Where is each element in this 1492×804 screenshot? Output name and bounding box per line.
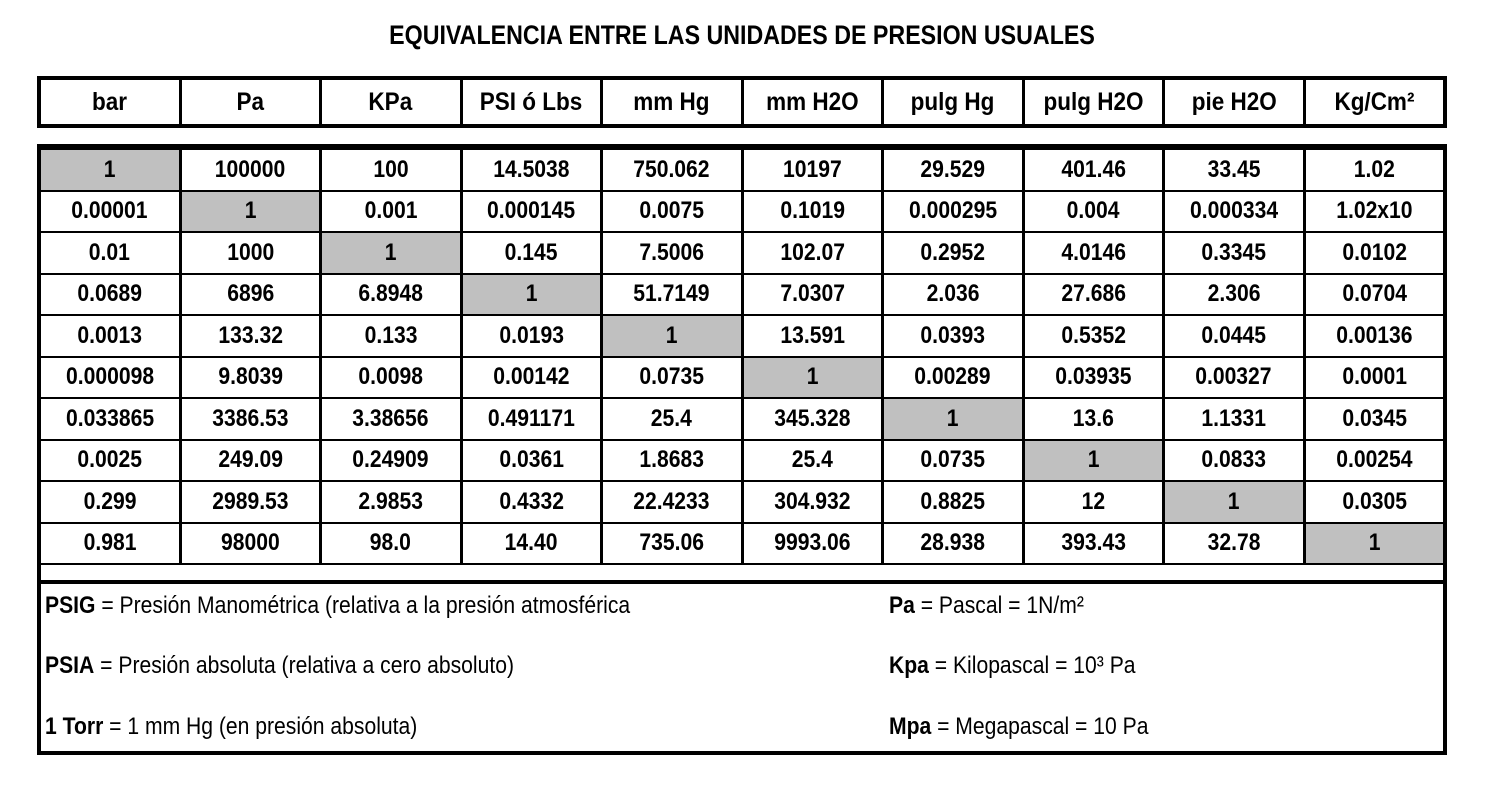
note-torr: 1 Torr = 1 mm Hg (en presión absoluta) [45,713,418,740]
header-bar: bar [92,87,128,116]
table-cell: 6.8948 [319,275,460,315]
note-pa: Pa = Pascal = 1N/m² [889,592,1084,619]
table-cell: 735.06 [600,524,741,564]
table-cell: 0.000334 [1162,192,1303,232]
header-mmh2o: mm H2O [741,80,882,124]
table-cell: 51.7149 [600,275,741,315]
table-cell: 13.6 [1022,399,1163,439]
table-cell: 2.9853 [319,482,460,522]
table-cell: 1 [1022,441,1163,481]
table-cell: 28.938 [881,524,1022,564]
table-cell: 7.0307 [741,275,882,315]
table-cell: 1 [179,192,320,232]
table-cell: 0.0013 [77,321,143,349]
table-cell: 1 [741,358,882,398]
note-psia: PSIA = Presión absoluta (relativa a cero absoluto) [45,652,514,679]
table-cell: 1.8683 [600,441,741,481]
table-cell: 750.062 [600,150,741,190]
table-row [41,316,1443,358]
table-cell: 1 [600,316,741,356]
header-pulghg: pulg Hg [881,80,1022,124]
table-row [41,192,1443,234]
table-cell: 0.03935 [1022,358,1163,398]
header-kgcm2: Kg/Cm² [1303,80,1444,124]
table-cell: 0.0689 [77,280,143,308]
table-cell: 6896 [179,275,320,315]
table-cell: 0.0001 [1303,358,1444,398]
header-mmhg: mm Hg [600,80,741,124]
table-cell: 1 [1303,524,1444,564]
table-cell: 14.40 [460,524,601,564]
table-cell: 0.2952 [881,233,1022,273]
table-cell: 0.5352 [1022,316,1163,356]
table-cell: 401.46 [1022,150,1163,190]
table-cell: 0.0735 [600,358,741,398]
table-cell: 0.0704 [1303,275,1444,315]
table-cell: 102.07 [741,233,882,273]
table-cell: 0.0102 [1303,233,1444,273]
page-title: EQUIVALENCIA ENTRE LAS UNIDADES DE PRESION USUALES [389,20,1095,50]
notes-section [37,580,1447,755]
table-cell: 1 [460,275,601,315]
table-cell: 345.328 [741,399,882,439]
table-cell: 0.491171 [460,399,601,439]
table-cell: 0.0735 [881,441,1022,481]
table-cell: 1000 [179,233,320,273]
table-cell: 3.38656 [319,399,460,439]
table-cell: 0.0193 [460,316,601,356]
table-cell: 98.0 [319,524,460,564]
table-cell: 10197 [741,150,882,190]
table-cell: 249.09 [179,441,320,481]
table-cell: 0.033865 [65,404,154,432]
table-cell: 0.000098 [65,363,154,391]
table-cell: 393.43 [1022,524,1163,564]
table-cell: 0.001 [319,192,460,232]
table-row [41,482,1443,524]
table-cell: 32.78 [1162,524,1303,564]
table-cell: 1.02 [1303,150,1444,190]
table-cell: 0.000295 [881,192,1022,232]
table-cell: 0.00001 [71,197,148,225]
table-cell: 13.591 [741,316,882,356]
table-cell: 0.1019 [741,192,882,232]
table-cell: 0.004 [1022,192,1163,232]
table-cell: 1 [41,150,179,190]
table-row [41,358,1443,400]
table-cell: 0.00327 [1162,358,1303,398]
table-cell: 0.00289 [881,358,1022,398]
table-cell: 0.4332 [460,482,601,522]
table-cell: 2.306 [1162,275,1303,315]
table-cell: 0.0361 [460,441,601,481]
note-mpa: Mpa = Megapascal = 10 Pa [889,713,1149,740]
note-kpa: Kpa = Kilopascal = 10³ Pa [889,652,1136,679]
table-cell: 0.299 [83,487,137,515]
table-cell: 0.133 [319,316,460,356]
table-cell: 0.00142 [460,358,601,398]
table-cell: 0.24909 [319,441,460,481]
table-cell: 0.3345 [1162,233,1303,273]
table-cell: 133.32 [179,316,320,356]
table-cell: 14.5038 [460,150,601,190]
table-cell: 0.981 [83,529,137,557]
table-cell: 0.8825 [881,482,1022,522]
table-cell: 100000 [179,150,320,190]
header-psi: PSI ó Lbs [460,80,601,124]
table-cell: 22.4233 [600,482,741,522]
table-cell: 0.00136 [1303,316,1444,356]
table-cell: 9.8039 [179,358,320,398]
table-cell: 1 [319,233,460,273]
table-cell: 1.02x10 [1303,192,1444,232]
table-cell: 0.00254 [1303,441,1444,481]
table-cell: 0.0025 [77,446,143,474]
table-cell: 304.932 [741,482,882,522]
table-cell: 0.0833 [1162,441,1303,481]
table-cell: 12 [1022,482,1163,522]
table-cell: 0.0305 [1303,482,1444,522]
table-row [41,150,1443,192]
table-cell: 4.0146 [1022,233,1163,273]
table-row [41,524,1443,566]
table-cell: 25.4 [600,399,741,439]
table-cell: 0.0075 [600,192,741,232]
table-cell: 1 [881,399,1022,439]
table-cell: 9993.06 [741,524,882,564]
table-cell: 3386.53 [179,399,320,439]
header-kpa: KPa [319,80,460,124]
table-cell: 0.0345 [1303,399,1444,439]
table-cell: 33.45 [1162,150,1303,190]
table-row [41,233,1443,275]
table-cell: 0.145 [460,233,601,273]
table-row [41,399,1443,441]
table-cell: 0.0445 [1162,316,1303,356]
table-cell: 2989.53 [179,482,320,522]
table-cell: 27.686 [1022,275,1163,315]
table-row [41,275,1443,317]
table-cell: 2.036 [881,275,1022,315]
note-psig: PSIG = Presión Manométrica (relativa a la presión atmosférica [45,592,631,619]
header-row [37,76,1447,128]
table-cell: 7.5006 [600,233,741,273]
header-pieh2o: pie H2O [1162,80,1303,124]
table-cell: 29.529 [881,150,1022,190]
header-pulgh2o: pulg H2O [1022,80,1163,124]
table-cell: 0.0393 [881,316,1022,356]
table-row [41,441,1443,483]
table-cell: 25.4 [741,441,882,481]
header-pa: Pa [179,80,320,124]
table-cell: 1 [1162,482,1303,522]
table-cell: 1.1331 [1162,399,1303,439]
table-cell: 98000 [179,524,320,564]
table-cell: 0.000145 [460,192,601,232]
table-cell: 0.01 [89,238,131,266]
table-cell: 100 [319,150,460,190]
table-cell: 0.0098 [319,358,460,398]
conversion-table [37,144,1447,584]
